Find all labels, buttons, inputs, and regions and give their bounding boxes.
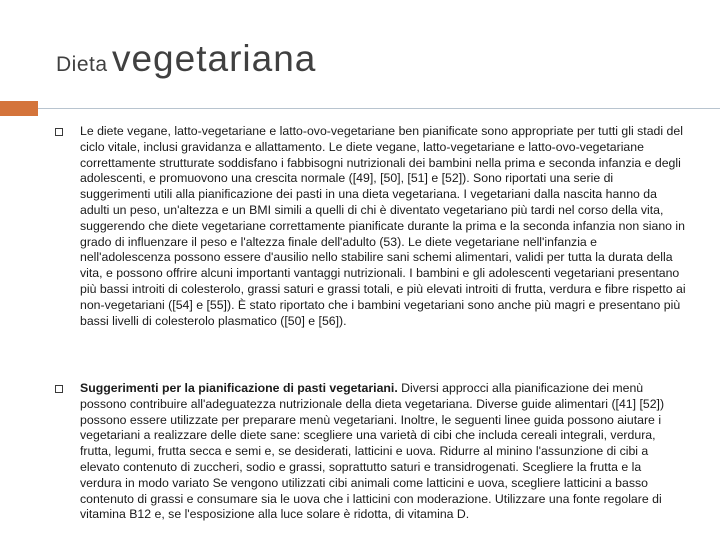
title-word-1: Dieta <box>56 53 108 76</box>
accent-bar <box>0 101 38 116</box>
title-divider <box>38 108 720 109</box>
bullet-paragraph <box>80 381 686 523</box>
paragraph-text: Diversi approcci alla pianificazione dei menù possono contribuire all'adeguatezza nutrizionale della dieta vegetariana. Diverse guide alimentari ([41] [52]) possono essere utilizzate per preparare menù vegetariani. Inoltre, le seguenti linee guida possono aiutare i vegetariani a realizzare delle diete sane: scegliere una varietà di cibi che includa cereali integrali, verdura, frutta, legumi, frutta secca e semi e, se desiderati, latticini e uova. Ridurre al minino l'assunzione di cibi a elevato contenuto di zuccheri, sodio e grassi, soprattutto saturi e transidrogenati. Scegliere la frutta e la verdura in modo variato Se vengono utilizzati cibi animali come latticini e uova, scegliere latticini a basso contenuto di grassi e consumare sia le uova che i latticini con moderazione. Utilizzare una fonte regolare di vitamina B12 e, se l'esposizione alla luce solare è ridotta, di vitamina D. <box>80 381 665 522</box>
paragraph-lead: Suggerimenti per la pianificazione di pasti vegetariani. <box>80 381 398 395</box>
bullet-paragraph <box>80 124 686 329</box>
paragraph-text: Le diete vegane, latto-vegetariane e latto-ovo-vegetariane ben pianificate sono appropriate per tutti gli stadi del ciclo vitale, inclusi gravidanza e allattamento. Le diete vegane, latto-vegetariane e latto-ovo-vegetariane correttamente strutturate soddisfano i fabbisogni nutrizionali dei bambini nella prima e seconda infanzia e degli adolescenti, e promuovono una crescita normale ([49], [50], [51] e [52]). Sono riportati una serie di suggerimenti utili alla pianificazione dei pasti in una dieta vegetariana. I vegetariani dalla nascita hanno da adulti un peso, un'altezza e un BMI simili a quelli di chi è diventato vegetariano più tardi nel corso della vita, suggerendo che diete vegetariane correttamente pianificate durante la prima e la seconda infanzia non siano in grado di influenzare il peso e l'altezza finale dell'adulto (53). Le diete vegetariane nell'infanzia e nell'adolescenza possono essere d'ausilio nello stabilire sani schemi alimentari, validi per tutta la durata della vita, e possono offrire alcuni importanti vantaggi nutrizionali. I bambini e gli adolescenti vegetariani presentano più bassi introiti di colesterolo, grassi saturi e grassi totali, e più elevati introiti di frutta, verdura e fibre rispetto ai non-vegetariani ([54] e [55]). È stato riportato che i bambini vegetariani sono anche più magri e presentano più bassi livelli di colesterolo plasmatico ([50] e [56]). <box>80 124 686 328</box>
bullet-square-icon <box>55 128 63 136</box>
bullet-square-icon <box>55 385 63 393</box>
slide-title <box>56 38 316 80</box>
title-word-2: vegetariana <box>111 38 317 79</box>
